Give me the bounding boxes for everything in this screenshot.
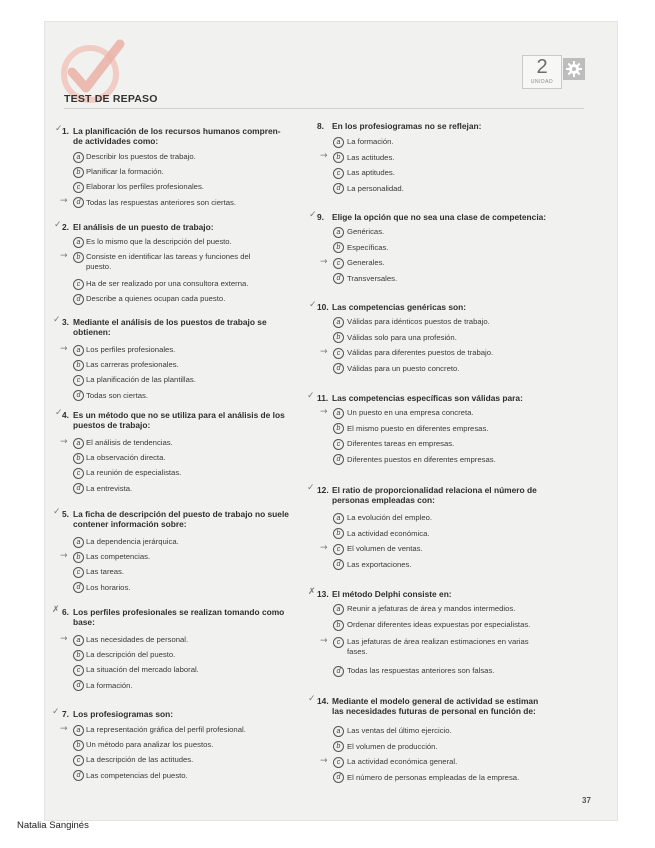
option-text: Las ventas del último ejercicio. <box>347 726 452 735</box>
option-text: Un método para analizar los puestos. <box>86 740 214 750</box>
option-letter-circle[interactable]: c <box>73 182 84 193</box>
option-text: La situación del mercado laboral. <box>86 665 199 675</box>
option-text: La actividad económica. <box>347 528 430 538</box>
option-letter-circle[interactable]: a <box>333 513 344 524</box>
option-text: Las exportaciones. <box>347 559 412 569</box>
option-letter-circle[interactable]: c <box>333 258 344 269</box>
option-text: La formación. <box>347 137 394 146</box>
handwritten-arrow-icon: → <box>320 256 328 267</box>
option-text: El mismo puesto en diferentes empresas. <box>347 423 489 433</box>
option-text: Transversales. <box>347 273 398 283</box>
option-text: La entrevista. <box>86 483 133 493</box>
option-letter-circle[interactable]: d <box>73 483 84 494</box>
option-letter-circle[interactable]: c <box>73 468 84 479</box>
option-letter-circle[interactable]: c <box>333 348 344 359</box>
option-letter-circle[interactable]: a <box>73 237 84 248</box>
option-letter-circle[interactable]: d <box>73 582 84 593</box>
option-text: Diferentes puestos en diferentes empresas. <box>347 454 496 464</box>
option-text: Es lo mismo que la descripción del puesto. <box>86 237 232 246</box>
handwritten-arrow-icon: → <box>320 346 328 357</box>
question-text: En los profesiogramas no se reflejan: <box>332 121 482 131</box>
option-letter-circle[interactable]: a <box>73 345 84 356</box>
option-letter-circle[interactable]: d <box>73 294 84 305</box>
option-text: Todas las respuestas anteriores son ciertas. <box>86 197 236 207</box>
option-letter-circle[interactable]: a <box>333 137 344 148</box>
question-text: Mediante el modelo general de actividad se estiman las necesidades futuras de personal en función de: <box>332 696 539 717</box>
handwritten-arrow-icon: → <box>60 633 68 644</box>
option-letter-circle[interactable]: d <box>333 666 344 677</box>
question-text: Elige la opción que no sea una clase de competencia: <box>332 212 547 222</box>
question-text: El ratio de proporcionalidad relaciona el número de personas empleadas con: <box>332 485 537 506</box>
handwritten-check-icon: ✓ <box>307 391 315 401</box>
option-text: Las jefaturas de área realizan estimaciones en varias fases. <box>347 637 529 656</box>
option-letter-circle[interactable]: d <box>333 454 344 465</box>
question-number: 13. <box>317 589 329 599</box>
handwritten-check-icon: ✓ <box>53 315 61 325</box>
unit-label: UNIDAD <box>530 79 554 85</box>
option-text: Las tareas. <box>86 567 125 577</box>
option-text: Válidas para diferentes puestos de trabajo. <box>347 348 494 358</box>
handwritten-check-icon: ✓ <box>309 300 317 310</box>
handwritten-cross-icon: ✗ <box>52 605 60 615</box>
option-text: Describe a quienes ocupan cada puesto. <box>86 294 226 303</box>
option-text: La evolución del empleo. <box>347 513 433 522</box>
question-number: 6. <box>62 607 69 617</box>
option-text: Diferentes tareas en empresas. <box>347 439 455 449</box>
question-number: 12. <box>317 485 329 495</box>
handwritten-arrow-icon: → <box>60 550 68 561</box>
option-letter-circle[interactable]: c <box>333 637 344 648</box>
option-letter-circle[interactable]: d <box>73 680 84 691</box>
question-text: El análisis de un puesto de trabajo: <box>73 222 214 232</box>
option-letter-circle[interactable]: b <box>73 740 84 751</box>
option-text: Todas las respuestas anteriores son falsas. <box>347 666 495 675</box>
option-letter-circle[interactable]: b <box>333 528 344 539</box>
option-letter-circle[interactable]: d <box>73 197 84 208</box>
handwritten-arrow-icon: → <box>320 755 328 766</box>
handwritten-check-icon: ✓ <box>308 694 316 704</box>
question-number: 14. <box>317 696 329 706</box>
option-letter-circle[interactable]: c <box>333 439 344 450</box>
option-text: Generales. <box>347 258 385 268</box>
option-text: Válidas para un puesto concreto. <box>347 363 460 373</box>
option-text: Las aptitudes. <box>347 168 395 178</box>
option-text: Planificar la formación. <box>86 167 164 177</box>
option-letter-circle[interactable]: d <box>333 273 344 284</box>
option-letter-circle[interactable]: b <box>73 453 84 464</box>
option-letter-circle[interactable]: a <box>73 537 84 548</box>
handwritten-check-icon: ✓ <box>55 408 63 418</box>
handwritten-check-icon: ✓ <box>54 220 62 230</box>
option-text: La planificación de las plantillas. <box>86 375 196 385</box>
handwritten-arrow-icon: → <box>320 151 328 162</box>
option-letter-circle[interactable]: a <box>333 227 344 238</box>
option-letter-circle[interactable]: b <box>333 242 344 253</box>
option-text: Consiste en identificar las tareas y funciones del puesto. <box>86 252 251 271</box>
question-text: La ficha de descripción del puesto de trabajo no suele contener información sobre: <box>73 509 289 530</box>
option-text: El volumen de ventas. <box>347 544 423 554</box>
option-text: Los perfiles profesionales. <box>86 345 176 354</box>
option-letter-circle[interactable]: d <box>333 772 344 783</box>
handwritten-check-icon: ✓ <box>307 483 315 493</box>
option-text: Las necesidades de personal. <box>86 635 189 644</box>
option-text: Elaborar los perfiles profesionales. <box>86 182 204 192</box>
option-letter-circle[interactable]: d <box>333 559 344 570</box>
option-text: Las carreras profesionales. <box>86 360 179 370</box>
option-letter-circle[interactable]: d <box>73 390 84 401</box>
option-text: Ha de ser realizado por una consultora externa. <box>86 279 249 288</box>
handwritten-arrow-icon: → <box>320 635 328 646</box>
option-letter-circle[interactable]: c <box>73 665 84 676</box>
handwritten-check-icon: ✓ <box>52 707 60 717</box>
question-number: 8. <box>317 121 324 131</box>
option-text: El análisis de tendencias. <box>86 438 173 447</box>
question-text: Mediante el análisis de los puestos de trabajo se obtienen: <box>73 317 267 338</box>
option-letter-circle[interactable]: b <box>73 360 84 371</box>
handwritten-arrow-icon: → <box>320 542 328 553</box>
option-letter-circle[interactable]: a <box>333 726 344 737</box>
option-letter-circle[interactable]: a <box>73 438 84 449</box>
option-letter-circle[interactable]: a <box>333 317 344 328</box>
question-number: 11. <box>317 393 329 403</box>
option-letter-circle[interactable]: b <box>333 423 344 434</box>
option-text: La descripción de las actitudes. <box>86 755 194 765</box>
option-letter-circle[interactable]: a <box>333 408 344 419</box>
option-text: El número de personas empleadas de la empresa. <box>347 772 520 782</box>
handwritten-check-icon: ✓ <box>55 124 63 134</box>
handwritten-arrow-icon: → <box>60 343 68 354</box>
handwritten-check-icon: ✓ <box>53 507 61 517</box>
handwritten-arrow-icon: → <box>60 196 68 207</box>
option-letter-circle[interactable]: b <box>73 650 84 661</box>
option-text: La representación gráfica del perfil profesional. <box>86 725 246 734</box>
author-name: Natalia Sanginés <box>17 820 89 831</box>
option-text: La personalidad. <box>347 183 404 193</box>
option-letter-circle[interactable]: c <box>333 544 344 555</box>
question-text: La planificación de los recursos humanos compren- de actividades como: <box>73 126 281 147</box>
option-text: La reunión de especialistas. <box>86 468 182 478</box>
question-text: Los profesiogramas son: <box>73 709 174 719</box>
option-letter-circle[interactable]: b <box>73 552 84 563</box>
title-divider <box>64 108 584 109</box>
option-letter-circle[interactable]: c <box>73 755 84 766</box>
option-letter-circle[interactable]: d <box>333 183 344 194</box>
option-text: La formación. <box>86 680 133 690</box>
option-text: Ordenar diferentes ideas expuestas por especialistas. <box>347 620 531 629</box>
option-text: Las competencias. <box>86 552 151 562</box>
option-letter-circle[interactable]: c <box>73 567 84 578</box>
option-text: Reunir a jefaturas de área y mandos intermedios. <box>347 604 516 613</box>
question-text: Es un método que no se utiliza para el análisis de los puestos de trabajo: <box>73 410 285 431</box>
question-text: Las competencias específicas son válidas para: <box>332 393 523 403</box>
question-text: Las competencias genéricas son: <box>332 302 467 312</box>
handwritten-arrow-icon: → <box>60 250 68 261</box>
option-text: Los horarios. <box>86 582 131 592</box>
question-number: 3. <box>62 317 69 327</box>
option-text: Específicas. <box>347 242 389 252</box>
question-number: 9. <box>317 212 324 222</box>
option-letter-circle[interactable]: b <box>333 741 344 752</box>
question-number: 7. <box>62 709 69 719</box>
option-letter-circle[interactable]: c <box>73 279 84 290</box>
unit-number: 2 <box>536 56 548 78</box>
option-letter-circle[interactable]: c <box>73 375 84 386</box>
option-letter-circle[interactable]: c <box>333 757 344 768</box>
question-text: Los perfiles profesionales se realizan tomando como base: <box>73 607 285 628</box>
option-text: Válidas para idénticos puestos de trabajo. <box>347 317 490 326</box>
option-text: Todas son ciertas. <box>86 390 148 400</box>
handwritten-arrow-icon: → <box>320 406 328 417</box>
page-number: 37 <box>582 796 591 805</box>
handwritten-check-icon: ✓ <box>309 210 317 220</box>
option-letter-circle[interactable]: d <box>73 770 84 781</box>
option-text: Las competencias del puesto. <box>86 770 188 780</box>
option-text: Válidas solo para una profesión. <box>347 332 457 342</box>
option-letter-circle[interactable]: b <box>333 332 344 343</box>
handwritten-cross-icon: ✗ <box>308 587 316 597</box>
option-text: Describir los puestos de trabajo. <box>86 152 196 161</box>
option-letter-circle[interactable]: c <box>333 168 344 179</box>
unit-badge <box>522 55 562 89</box>
option-letter-circle[interactable]: a <box>73 152 84 163</box>
option-text: La descripción del puesto. <box>86 650 176 660</box>
question-number: 4. <box>62 410 69 420</box>
question-text: El método Delphi consiste en: <box>332 589 452 599</box>
option-text: El volumen de producción. <box>347 741 438 751</box>
option-letter-circle[interactable]: b <box>73 167 84 178</box>
question-number: 5. <box>62 509 69 519</box>
option-letter-circle[interactable]: a <box>333 604 344 615</box>
option-text: Las actitudes. <box>347 152 395 162</box>
option-letter-circle[interactable]: d <box>333 363 344 374</box>
question-number: 2. <box>62 222 69 232</box>
handwritten-arrow-icon: → <box>60 723 68 734</box>
option-letter-circle[interactable]: a <box>73 725 84 736</box>
option-text: La actividad económica general. <box>347 757 458 767</box>
gear-icon <box>563 58 585 80</box>
option-text: La dependencia jerárquica. <box>86 537 179 546</box>
option-letter-circle[interactable]: b <box>333 152 344 163</box>
question-number: 10. <box>317 302 329 312</box>
option-letter-circle[interactable]: a <box>73 635 84 646</box>
option-letter-circle[interactable]: b <box>73 252 84 263</box>
page-title: TEST DE REPASO <box>64 93 158 105</box>
option-text: Genéricas. <box>347 227 385 236</box>
question-number: 1. <box>62 126 69 136</box>
option-text: La observación directa. <box>86 453 166 463</box>
option-text: Un puesto en una empresa concreta. <box>347 408 474 417</box>
handwritten-arrow-icon: → <box>60 436 68 447</box>
option-letter-circle[interactable]: b <box>333 620 344 631</box>
